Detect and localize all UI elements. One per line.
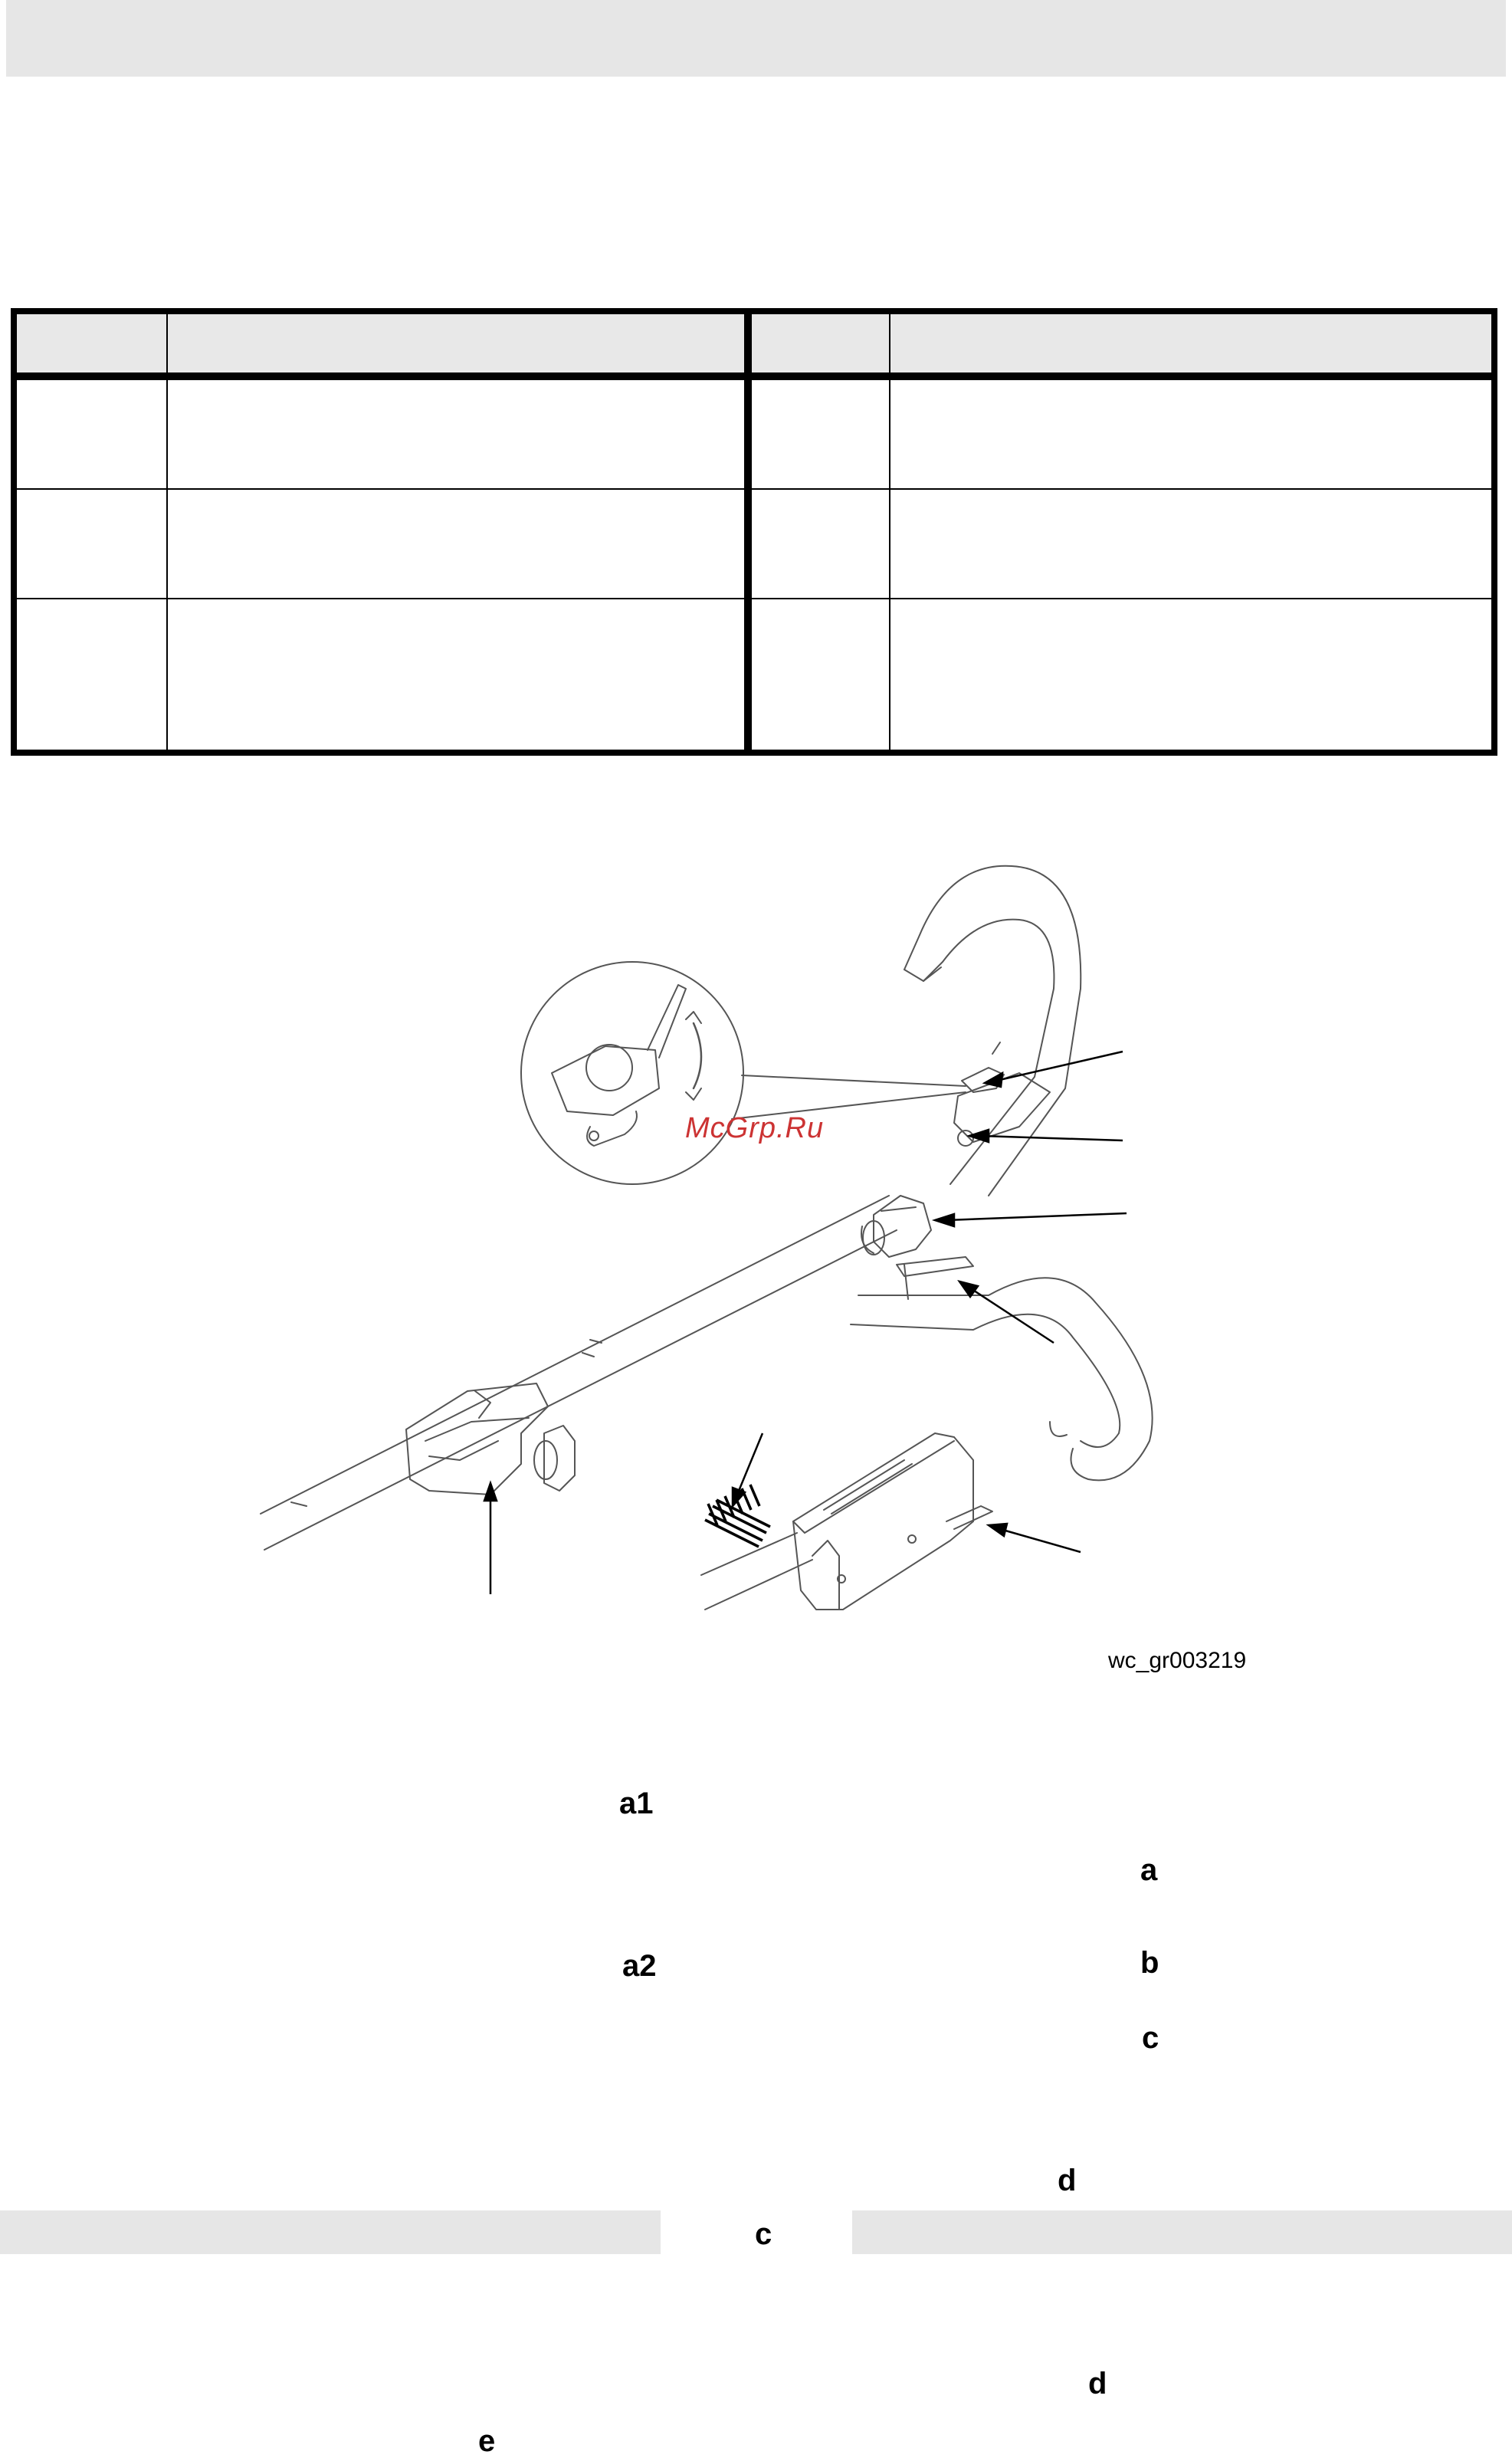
legend-row-1-description bbox=[166, 380, 744, 490]
callout-a2: a2 bbox=[622, 1949, 657, 1983]
legend-row-2-ref-2 bbox=[744, 490, 889, 599]
watermark-text: McGrp.Ru bbox=[685, 1112, 825, 1144]
callout-c-inset: c bbox=[755, 2217, 772, 2251]
legend-row-1-ref bbox=[17, 380, 166, 490]
legend-row-1-description-2 bbox=[889, 380, 1491, 490]
legend-header-ref-2 bbox=[744, 314, 889, 380]
footer-bar-right bbox=[852, 2210, 1512, 2254]
detail-valve-shape bbox=[552, 1046, 659, 1115]
legend-row-2-ref bbox=[17, 490, 166, 599]
handle-assembly-drawing bbox=[0, 828, 1512, 1709]
callout-d-inset: d bbox=[1088, 2367, 1107, 2401]
page-header-bar bbox=[6, 0, 1506, 77]
legend-row-3-ref bbox=[17, 599, 166, 750]
callout-e: e bbox=[478, 2424, 496, 2458]
legend-header-description-2 bbox=[889, 314, 1491, 380]
callout-d-main: d bbox=[1058, 2164, 1077, 2197]
legend-row-1-ref-2 bbox=[744, 380, 889, 490]
figure-id: wc_gr003219 bbox=[1108, 1648, 1247, 1673]
knob-e-shape bbox=[544, 1426, 575, 1491]
legend-header-description bbox=[166, 314, 744, 380]
callout-b: b bbox=[1140, 1946, 1159, 1980]
legend-row-3-description bbox=[166, 599, 744, 750]
legend-row-2-description bbox=[166, 490, 744, 599]
legend-table bbox=[11, 308, 1497, 756]
legend-row-2-description-2 bbox=[889, 490, 1491, 599]
upper-grip-shape bbox=[904, 866, 1081, 1196]
legend-row-3-description-2 bbox=[889, 599, 1491, 750]
inset-lever-d-shape bbox=[946, 1506, 992, 1529]
callout-a: a bbox=[1140, 1853, 1158, 1887]
legend-header-ref bbox=[17, 314, 166, 380]
callout-a1: a1 bbox=[619, 1787, 654, 1820]
handle-bar-shape bbox=[261, 1196, 897, 1550]
bracket-e-shape bbox=[406, 1383, 548, 1495]
callout-c-main: c bbox=[1142, 2021, 1159, 2055]
handle-assembly-figure bbox=[0, 828, 1512, 2458]
legend-row-3-ref-2 bbox=[744, 599, 889, 750]
lever-d-shape bbox=[897, 1257, 973, 1299]
footer-bar-left bbox=[0, 2210, 661, 2254]
